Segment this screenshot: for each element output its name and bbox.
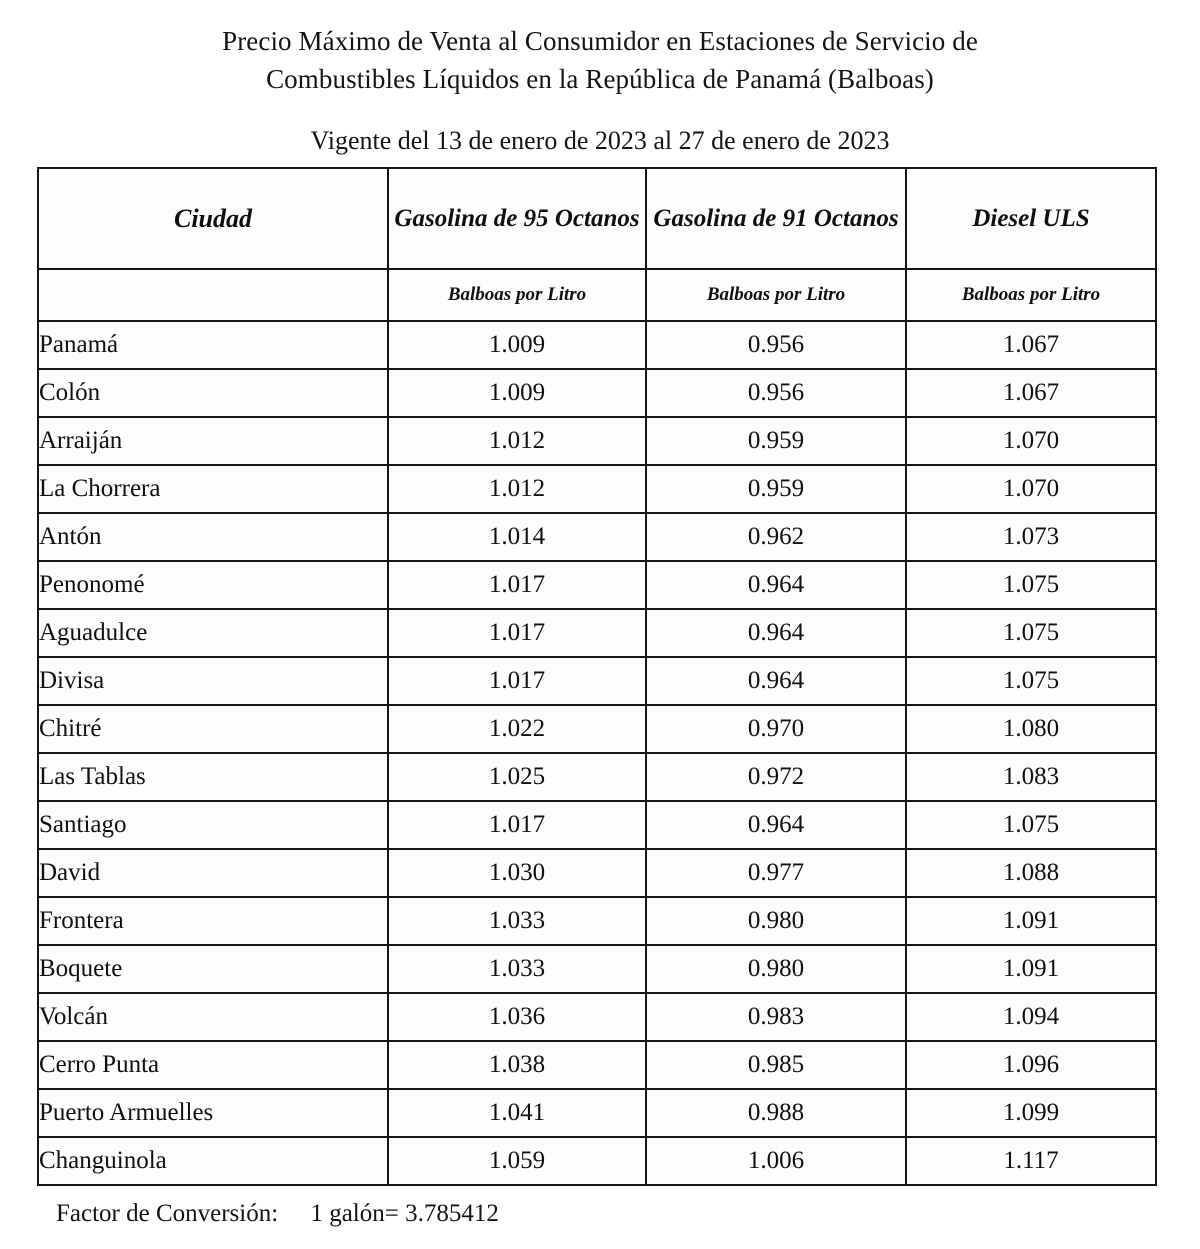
table-row	[38, 1137, 1156, 1185]
table-row	[38, 753, 1156, 801]
table-row	[38, 369, 1156, 417]
table-row	[38, 417, 1156, 465]
table-row	[38, 1041, 1156, 1089]
table-row	[38, 1089, 1156, 1137]
cell-gasolina-91: 0.972	[646, 753, 906, 801]
cell-diesel-uls: 1.075	[906, 561, 1156, 609]
cell-gasolina-91: 0.959	[646, 417, 906, 465]
cell-gasolina-95: 1.036	[388, 993, 646, 1041]
cell-gasolina-91: 0.980	[646, 945, 906, 993]
unit-cell-city	[38, 269, 388, 321]
cell-diesel-uls: 1.094	[906, 993, 1156, 1041]
cell-city: Chitré	[38, 705, 388, 753]
cell-diesel-uls: 1.067	[906, 369, 1156, 417]
cell-gasolina-91: 0.956	[646, 369, 906, 417]
unit-cell-gasolina-91: Balboas por Litro	[646, 269, 906, 321]
cell-gasolina-91: 0.980	[646, 897, 906, 945]
table-row	[38, 897, 1156, 945]
cell-diesel-uls: 1.091	[906, 945, 1156, 993]
header-row-units	[38, 269, 1156, 321]
cell-diesel-uls: 1.073	[906, 513, 1156, 561]
cell-diesel-uls: 1.070	[906, 465, 1156, 513]
column-header-gasolina-91: Gasolina de 91 Octanos	[646, 168, 906, 269]
cell-city: Cerro Punta	[38, 1041, 388, 1089]
price-table-container	[37, 167, 1155, 1186]
conversion-factor-label: Factor de Conversión:	[56, 1200, 279, 1227]
table-header	[38, 168, 1156, 321]
cell-gasolina-95: 1.033	[388, 897, 646, 945]
validity-period-subtitle: Vigente del 13 de enero de 2023 al 27 de enero de 2023	[310, 126, 890, 155]
cell-gasolina-95: 1.059	[388, 1137, 646, 1185]
cell-city: Arraiján	[38, 417, 388, 465]
column-header-gasolina-95: Gasolina de 95 Octanos	[388, 168, 646, 269]
table-row	[38, 849, 1156, 897]
cell-gasolina-91: 0.959	[646, 465, 906, 513]
cell-diesel-uls: 1.083	[906, 753, 1156, 801]
column-header-diesel-uls: Diesel ULS	[906, 168, 1156, 269]
cell-gasolina-95: 1.017	[388, 609, 646, 657]
cell-gasolina-91: 1.006	[646, 1137, 906, 1185]
table-row	[38, 513, 1156, 561]
cell-gasolina-91: 0.988	[646, 1089, 906, 1137]
title-line-2: Combustibles Líquidos en la República de Panamá (Balboas)	[266, 64, 934, 94]
cell-gasolina-95: 1.012	[388, 465, 646, 513]
cell-city: Aguadulce	[38, 609, 388, 657]
cell-gasolina-91: 0.964	[646, 609, 906, 657]
cell-gasolina-91: 0.964	[646, 657, 906, 705]
cell-diesel-uls: 1.075	[906, 801, 1156, 849]
table-row	[38, 801, 1156, 849]
column-header-city: Ciudad	[38, 168, 388, 269]
cell-city: Antón	[38, 513, 388, 561]
table-body	[38, 321, 1156, 1185]
cell-gasolina-91: 0.970	[646, 705, 906, 753]
cell-gasolina-95: 1.033	[388, 945, 646, 993]
table-row	[38, 993, 1156, 1041]
cell-gasolina-95: 1.038	[388, 1041, 646, 1089]
cell-gasolina-95: 1.017	[388, 801, 646, 849]
cell-gasolina-95: 1.012	[388, 417, 646, 465]
cell-diesel-uls: 1.117	[906, 1137, 1156, 1185]
cell-gasolina-91: 0.962	[646, 513, 906, 561]
cell-city: Boquete	[38, 945, 388, 993]
cell-city: Colón	[38, 369, 388, 417]
cell-city: Volcán	[38, 993, 388, 1041]
cell-gasolina-91: 0.964	[646, 561, 906, 609]
cell-gasolina-95: 1.014	[388, 513, 646, 561]
table-row	[38, 609, 1156, 657]
table-row	[38, 321, 1156, 369]
cell-city: Panamá	[38, 321, 388, 369]
header-row-titles	[38, 168, 1156, 269]
cell-diesel-uls: 1.075	[906, 657, 1156, 705]
cell-gasolina-95: 1.017	[388, 561, 646, 609]
cell-gasolina-95: 1.009	[388, 369, 646, 417]
cell-gasolina-91: 0.964	[646, 801, 906, 849]
table-row	[38, 657, 1156, 705]
unit-cell-gasolina-95: Balboas por Litro	[388, 269, 646, 321]
cell-gasolina-91: 0.956	[646, 321, 906, 369]
cell-city: David	[38, 849, 388, 897]
cell-city: Puerto Armuelles	[38, 1089, 388, 1137]
cell-gasolina-95: 1.025	[388, 753, 646, 801]
table-row	[38, 705, 1156, 753]
cell-diesel-uls: 1.070	[906, 417, 1156, 465]
cell-gasolina-91: 0.983	[646, 993, 906, 1041]
conversion-factor-value: 1 galón= 3.785412	[310, 1200, 499, 1227]
cell-city: La Chorrera	[38, 465, 388, 513]
cell-city: Frontera	[38, 897, 388, 945]
cell-gasolina-95: 1.017	[388, 657, 646, 705]
cell-city: Changuinola	[38, 1137, 388, 1185]
cell-gasolina-95: 1.041	[388, 1089, 646, 1137]
cell-city: Las Tablas	[38, 753, 388, 801]
title-line-1: Precio Máximo de Venta al Consumidor en Estaciones de Servicio de	[222, 26, 978, 56]
cell-diesel-uls: 1.067	[906, 321, 1156, 369]
cell-gasolina-91: 0.977	[646, 849, 906, 897]
table-row	[38, 945, 1156, 993]
table-row	[38, 561, 1156, 609]
conversion-factor-note	[56, 1198, 499, 1230]
cell-city: Penonomé	[38, 561, 388, 609]
cell-diesel-uls: 1.099	[906, 1089, 1156, 1137]
unit-cell-diesel-uls: Balboas por Litro	[906, 269, 1156, 321]
table-row	[38, 465, 1156, 513]
cell-diesel-uls: 1.088	[906, 849, 1156, 897]
cell-gasolina-95: 1.030	[388, 849, 646, 897]
page-title	[0, 22, 1200, 98]
cell-gasolina-95: 1.022	[388, 705, 646, 753]
cell-diesel-uls: 1.091	[906, 897, 1156, 945]
fuel-price-table	[37, 167, 1157, 1186]
cell-gasolina-95: 1.009	[388, 321, 646, 369]
cell-diesel-uls: 1.096	[906, 1041, 1156, 1089]
cell-diesel-uls: 1.080	[906, 705, 1156, 753]
cell-city: Divisa	[38, 657, 388, 705]
cell-diesel-uls: 1.075	[906, 609, 1156, 657]
cell-city: Santiago	[38, 801, 388, 849]
cell-gasolina-91: 0.985	[646, 1041, 906, 1089]
